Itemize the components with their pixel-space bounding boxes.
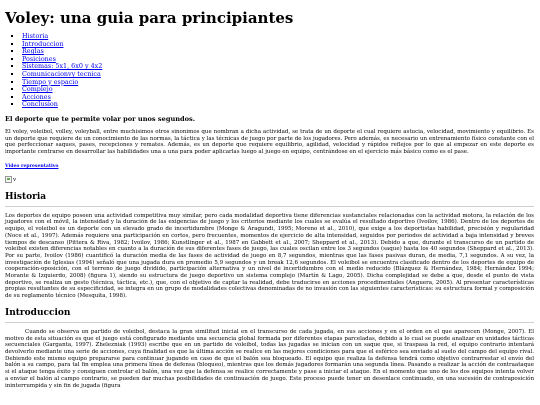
intro-paragraph: El voley, voleibol, volley, voleyball, entre muchisimos otros sinonimos que nombran a dicha actividad, se trata de un deporte el cual requiere astucia, velocidad, movimiento y equilibrio. Es un deporte que requiere de un conocimiento de las normas, la táctica y las técnicas de juego por parte de los jugadores. Pero además, es necesario un entrenamiento físico constante con el que perfeccionar saques, pases, recepciones y remates. Además, es un deporte que requiere equilibrio, agilidad, velocidad y rápidos reflejos por lo que al empezar en este deporte es importante centrarse en desarrollar las habilidades una a una para poder aplicarlas luego al juego en equipo, centrándose en el ejercicio más básico como es el pase. <box>5 128 534 156</box>
page-title: Voley: una guia para principiantes <box>5 9 294 27</box>
table-of-contents <box>5 33 534 109</box>
toc-link-acciones[interactable]: Acciones <box>22 92 51 101</box>
page-subtitle: El deporte que te permite volar por unos segundos. <box>5 114 196 123</box>
historia-paragraph: Los deportes de equipo poseen una actividad competitiva muy similar, pero cada modalidad deportiva tiene diferencias sustanciales relacionadas con la actividad motora, la relación de los jugadores con el móvil, la intensidad y la duración de las exigencias de juego y los criterios mediante los cuales se evalúa el resultado deportivo (Ivoilov, 1986). Dentro de los deportes de equipo, el voleibol es un deporte con un elevado grado de incertidumbre (Monge & Aragundi, 1995; Moreno et al., 2010), que exige a los deportistas habilidad, precisión y regularidad (Noce et al., 1997). Además requiere una participación en cortos, pero frecuentes, momentos de ejercicio de alta intensidad, seguidos por periodos de actividad a baja intensidad y breves tiempos de descanso (Pittera & Riva, 1982; Ivoilov, 1986; Kunstlinger et al., 1987 en Gabbett et al., 2007; Sheppard et al., 2013). Debido a que, durante el transcurso de un partido de voleibol existen diferencias notables en cuanto a la duración de sus diferentes fases de juego, las cuales oscilan entre los 3 segundos (saque) hasta los 40 segundos (Sheppard et al., 2013). Por su parte, Ivoilov (1986) cuantificó la duración media de las fases de actividad de juego en 8,7 segundos, mientras que las fases pasivas duran, de media, 7,1 segundos. A su vez, la investigación de Iglesias (1994) señaló que una jugada dura en promedio 5,9 segundos y un break 12,6 segundos. El voleibol se encuentra clasificado dentro de los deportes de equipo de cooperación-oposición, con el terreno de juego dividido, participación alternativa y un nivel de incertidumbre con el medio reducido (Blázquez & Hernández, 1984; Hernández 1994; Morante & Izquierdo, 2008) (figura 1), siendo su estructura de juego deportivo un sistema complejo (Martín & Lago, 2005). Dicha complejidad se debe a que, desde el punto de vista deportivo, se realiza un gesto (técnica, táctica, etc.), que, con el objetivo de captar la realidad, debe traducirse en acciones procedimentales (Anguera, 2005). Al presentar características propias resultantes de su especificidad, se integra en un grupo de modalidades colectivas denominadas de no invasión con las siguientes características: su estructura formal y composición de su reglamento técnico (Mesquita, 1998). <box>5 212 534 300</box>
toc-item <box>22 41 534 49</box>
toc-link-comunicacion[interactable]: Comunicacionvy tecnica <box>22 69 101 78</box>
toc-link-reglas[interactable]: Reglas <box>22 47 44 56</box>
image-alt-text: v <box>13 176 17 183</box>
toc-item <box>22 101 534 109</box>
toc-link-tiempo[interactable]: Tiempo y espacio <box>22 77 79 86</box>
section-divider <box>5 206 534 207</box>
toc-item <box>22 33 534 41</box>
toc-item <box>22 71 534 79</box>
section-divider <box>5 322 534 323</box>
broken-image <box>5 176 534 184</box>
toc-link-historia[interactable]: Historia <box>22 32 49 40</box>
toc-item <box>22 79 534 87</box>
section-heading-introduccion: Introduccion <box>5 307 71 318</box>
section-heading-historia: Historia <box>5 191 47 202</box>
toc-link-conclusion[interactable]: Conclusion <box>22 100 58 109</box>
toc-link-introduccion[interactable]: Introduccion <box>22 39 64 48</box>
video-link[interactable]: Video representativo <box>5 163 59 169</box>
toc-link-sistemas[interactable]: Sistemas: 5x1, 6x0 y 4x2 <box>22 62 103 71</box>
toc-item <box>22 86 534 94</box>
toc-link-posiciones[interactable]: Posiciones <box>22 54 56 63</box>
introduccion-paragraph: Cuando se observa un partido de voleibol, destaca la gran similitud inicial en el transcurso de cada jugada, en sus acciones y en el orden en el que aparecen (Monge, 2007). El motivo de esta situación es que el juego está configurado mediante una secuencia global formada por diferentes etapas parceladas, debido a lo cual se puede analizar en unidades tácticas secuenciales (Garganta, 1997). Zhelezniak (1993) escribe que en un partido de voleibol, todas las jugadas se inician con un saque que, si traspasa la red, el equipo contrario intentará devolverlo mediante una serie de acciones, cuya finalidad es que la última acción se realice en las mejores condiciones para que el esférico sea enviado al suelo del campo del equipo rival. Debiendo este mismo equipo prepararse para continuar jugando en caso de que el balón sea bloqueado. El equipo que realiza la defensa tendrá como objetivo contrarrestar el envío del balón a su campo, para tal fin emplea una primera línea de defensa (bloqueo), mientras que los demás jugadores formarán una segunda línea. Pasando a realizar la acción de contraataque si el ataque tenga éxito y consiguen controlar el balón, una vez que la defensa se realice correctamente y pase a iniciar el ataque. En el momento que uno de los dos equipos intenta volver a enviar el balón al campo contrario, se pueden dar muchas posibilidades de continuación de juego. Este proceso puede tener un desenlace continuado, en una sucesión de contraposición ininterrumpida y sin fin de jugada (figura <box>5 328 534 389</box>
broken-image-icon <box>5 176 12 183</box>
toc-item <box>22 48 534 56</box>
toc-link-complejo[interactable]: Complejo <box>22 85 53 94</box>
toc-item <box>22 94 534 102</box>
